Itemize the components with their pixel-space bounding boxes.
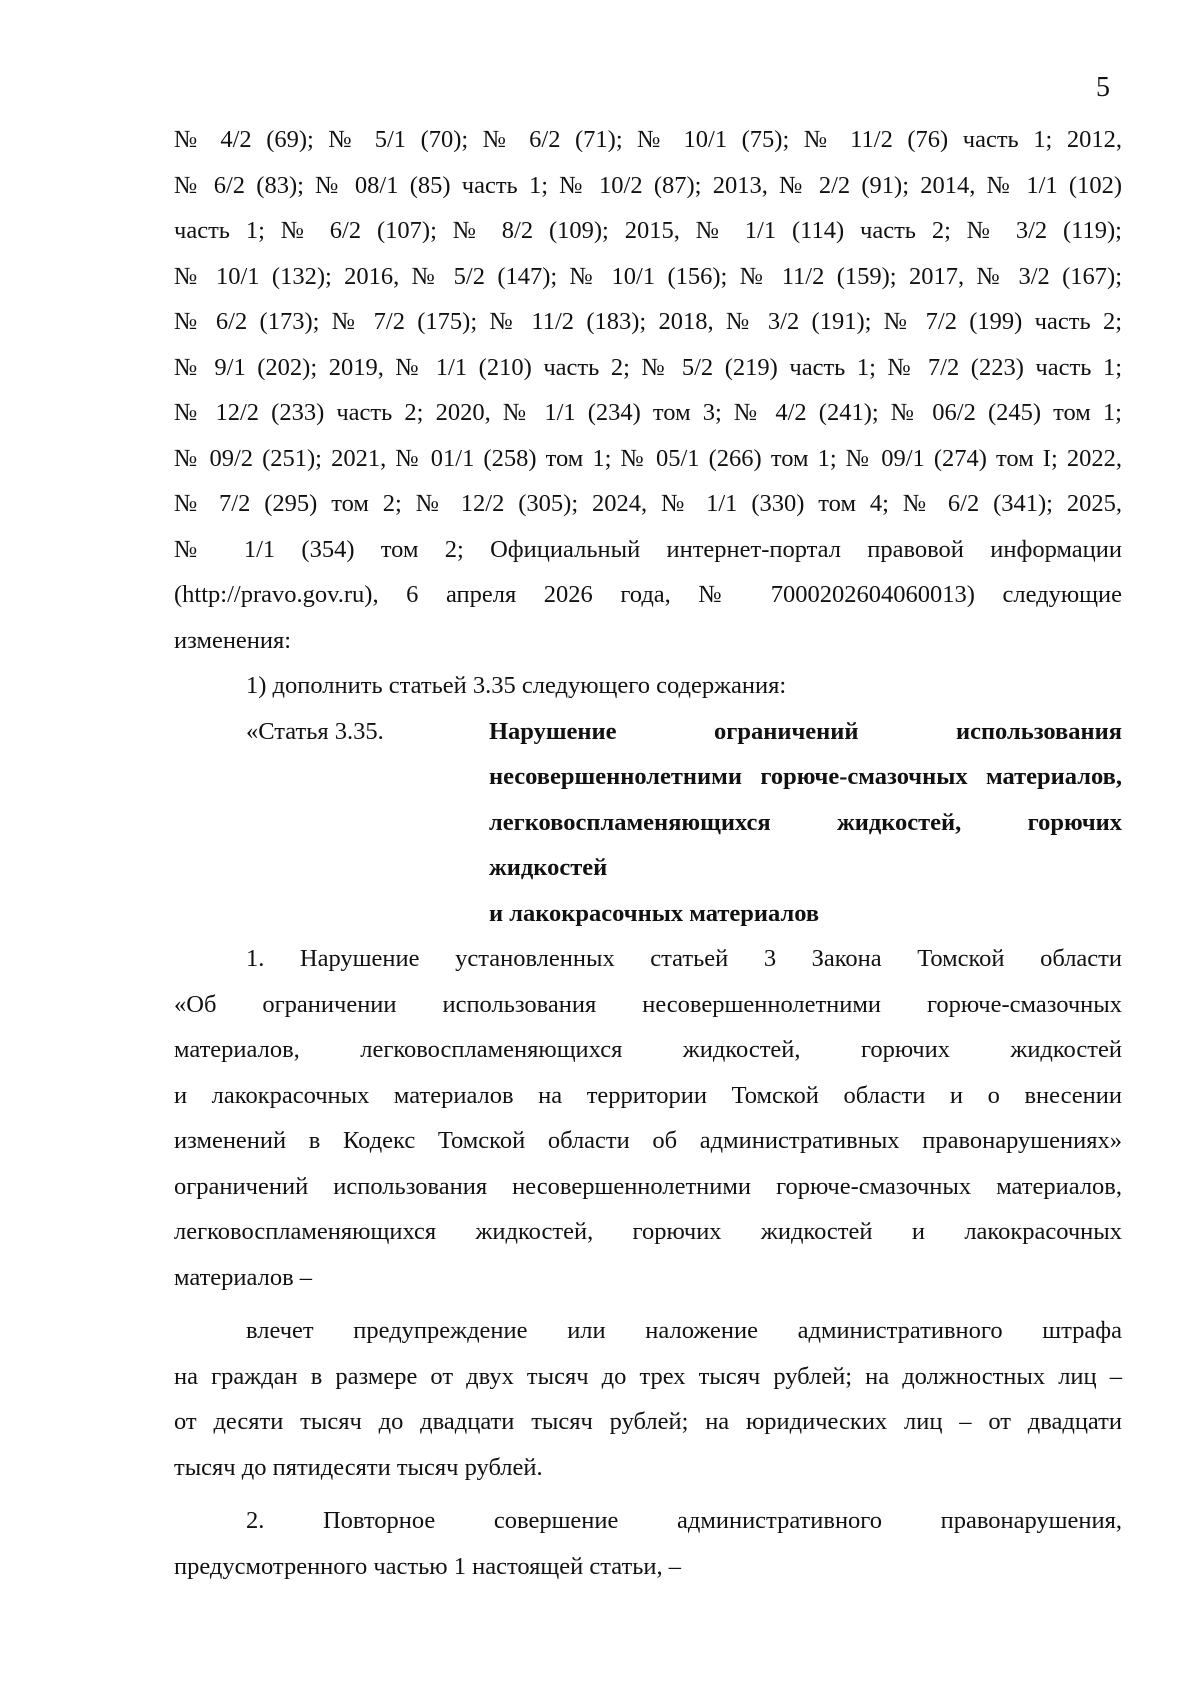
part-2-line: 2. Повторное совершение административного правонарушения,	[246, 1507, 1122, 1534]
document-body	[174, 117, 1122, 1589]
paragraph-gap	[174, 1300, 1122, 1308]
intro-line: часть 1; № 6/2 (107); № 8/2 (109); 2015, № 1/1 (114) часть 2; № 3/2 (119);	[174, 217, 1122, 244]
intro-paragraph	[174, 117, 1122, 663]
intro-line: № 4/2 (69); № 5/1 (70); № 6/2 (71); № 10/1 (75); № 11/2 (76) часть 1; 2012,	[174, 126, 1122, 153]
intro-line: изменения:	[174, 626, 292, 654]
intro-line: № 09/2 (251); 2021, № 01/1 (258) том 1; № 05/1 (266) том 1; № 09/1 (274) том I; 2022,	[174, 444, 1122, 472]
intro-line: № 9/1 (202); 2019, № 1/1 (210) часть 2; № 5/2 (219) часть 1; № 7/2 (223) часть 1;	[174, 353, 1122, 381]
intro-line: № 6/2 (83); № 08/1 (85) часть 1; № 10/2 (87); 2013, № 2/2 (91); 2014, № 1/1 (102)	[174, 171, 1122, 199]
article-heading	[174, 709, 1122, 937]
list-item-1: 1) дополнить статьей 3.35 следующего содержания:	[246, 672, 787, 699]
intro-line: № 6/2 (173); № 7/2 (175); № 11/2 (183); 2018, № 3/2 (191); № 7/2 (199) часть 2;	[174, 308, 1122, 335]
intro-line: № 7/2 (295) том 2; № 12/2 (305); 2024, № 1/1 (330) том 4; № 6/2 (341); 2025,	[174, 490, 1122, 517]
sanction-1-line: влечет предупреждение или наложение административного штрафа	[246, 1317, 1122, 1344]
sanction-1-paragraph	[174, 1308, 1122, 1490]
article-title-line: и лакокрасочных материалов	[489, 899, 820, 927]
article-title	[489, 709, 1122, 937]
intro-line: № 10/1 (132); 2016, № 5/2 (147); № 10/1 (156); № 11/2 (159); 2017, № 3/2 (167);	[174, 262, 1122, 290]
sanction-1-line: тысяч до пятидесяти тысяч рублей.	[174, 1453, 543, 1481]
paragraph-gap	[174, 1490, 1122, 1498]
part-1-line: 1. Нарушение установленных статьей 3 Закона Томской области	[246, 945, 1122, 972]
part-2-line: предусмотренного частью 1 настоящей статьи, –	[174, 1552, 681, 1580]
article-title-line: легковоспламеняющихся жидкостей, горючих жидкостей	[489, 808, 1122, 881]
part-1-line: и лакокрасочных материалов на территории Томской области и о внесении	[174, 1081, 1122, 1109]
article-label: «Статья 3.35.	[246, 717, 384, 745]
part-1-paragraph	[174, 936, 1122, 1300]
part-1-line: ограничений использования несовершеннолетними горюче-смазочных материалов,	[174, 1172, 1122, 1200]
part-1-line: легковоспламеняющихся жидкостей, горючих жидкостей и лакокрасочных	[174, 1218, 1122, 1245]
sanction-1-line: от десяти тысяч до двадцати тысяч рублей; на юридических лиц – от двадцати	[174, 1408, 1122, 1435]
part-1-line: «Об ограничении использования несовершеннолетними горюче-смазочных	[174, 990, 1122, 1018]
intro-line: (http://pravo.gov.ru), 6 апреля 2026 года, № 7000202604060013) следующие	[174, 581, 1122, 608]
sanction-1-line: на граждан в размере от двух тысяч до трех тысяч рублей; на должностных лиц –	[174, 1362, 1122, 1390]
intro-line: № 12/2 (233) часть 2; 2020, № 1/1 (234) том 3; № 4/2 (241); № 06/2 (245) том 1;	[174, 399, 1122, 426]
intro-line: № 1/1 (354) том 2; Официальный интернет-портал правовой информации	[174, 535, 1122, 563]
part-1-line: материалов, легковоспламеняющихся жидкостей, горючих жидкостей	[174, 1036, 1122, 1063]
part-2-paragraph	[174, 1498, 1122, 1589]
article-title-line: Нарушение ограничений использования	[489, 717, 1122, 745]
article-title-line: несовершеннолетними горюче-смазочных материалов,	[489, 763, 1122, 790]
page-number: 5	[1096, 72, 1110, 103]
part-1-line: материалов –	[174, 1263, 313, 1291]
part-1-line: изменений в Кодекс Томской области об административных правонарушениях»	[174, 1127, 1122, 1154]
